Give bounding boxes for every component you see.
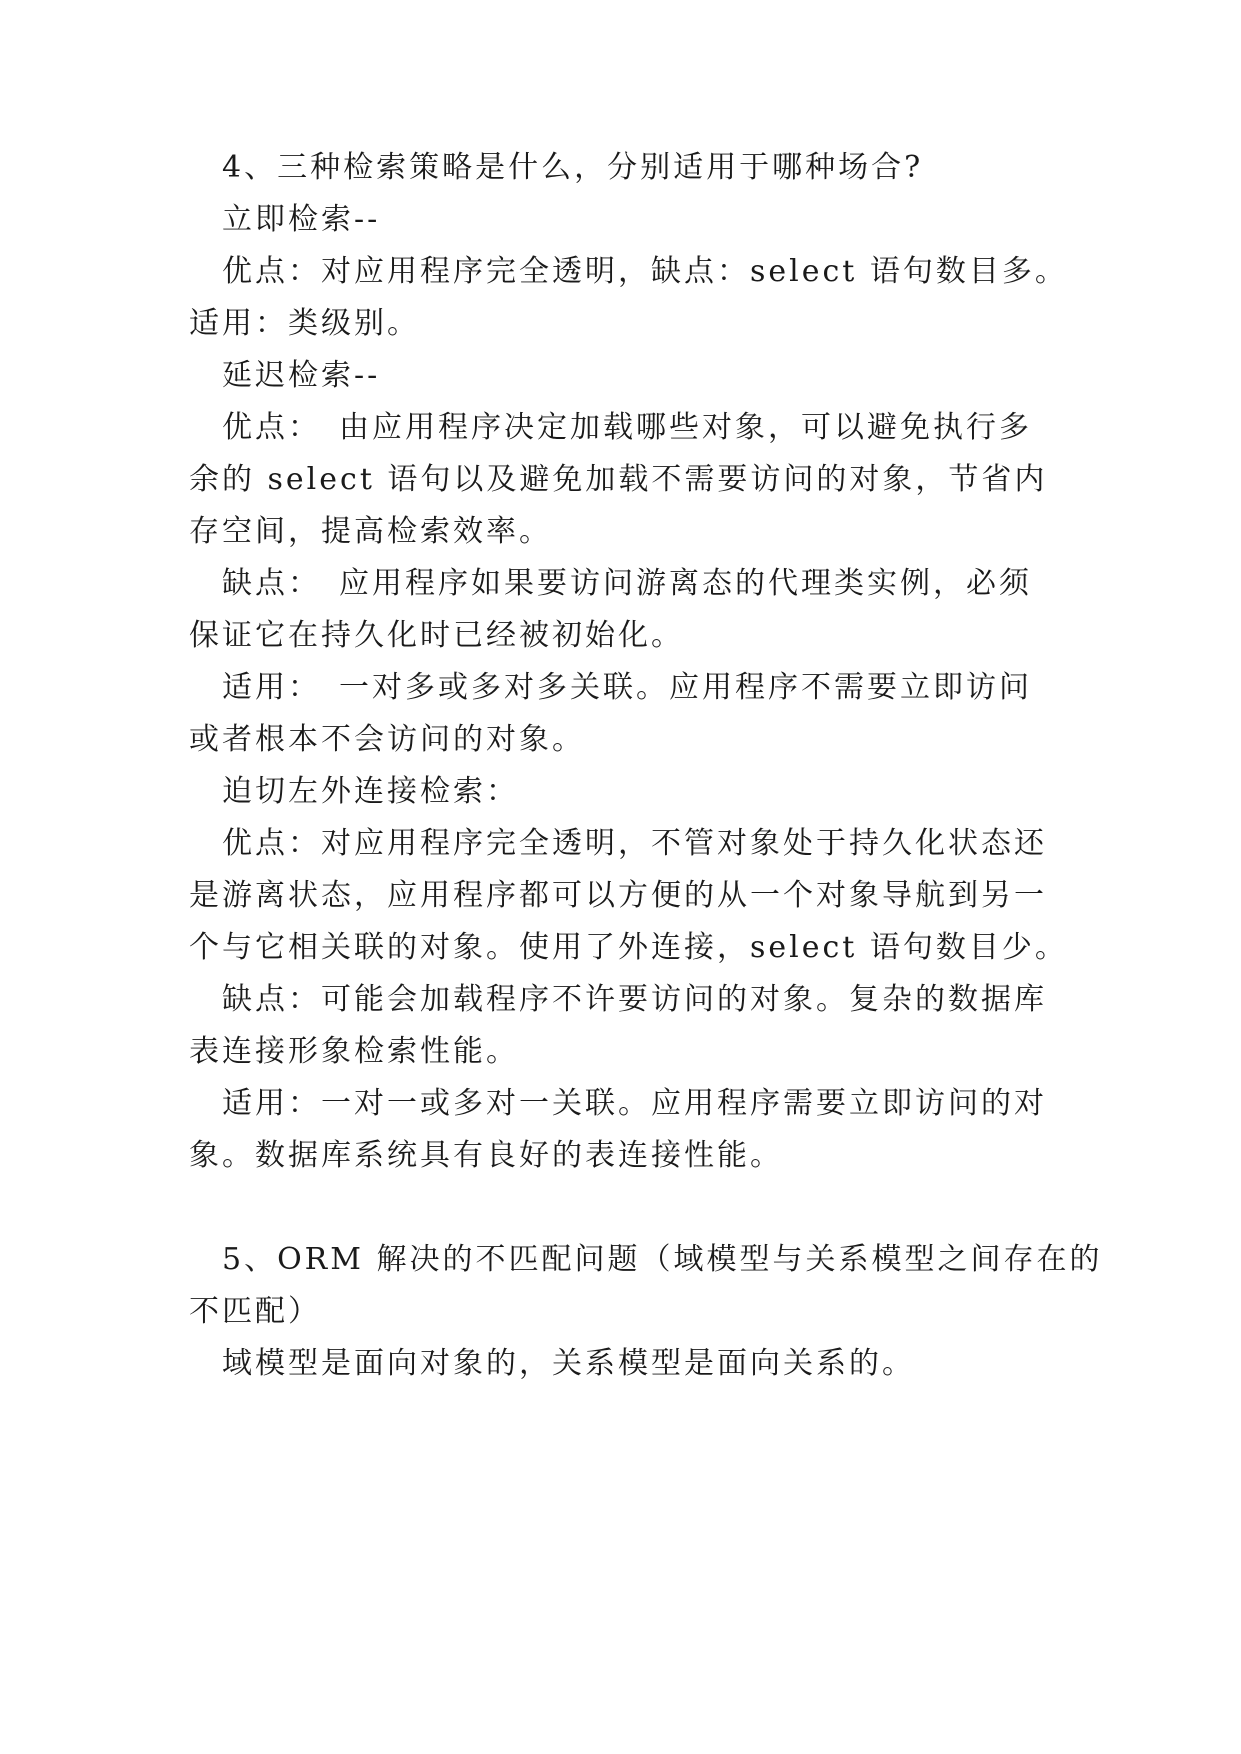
lazy-cons-line-2: 保证它在持久化时已经被初始化。 bbox=[189, 618, 684, 653]
eager-applicable-line-2: 象。数据库系统具有良好的表连接性能。 bbox=[189, 1138, 783, 1173]
lazy-pros-line-2: 余的 select 语句以及避免加载不需要访问的对象，节省内 bbox=[189, 462, 1048, 497]
immediate-pros-cons: 优点：对应用程序完全透明，缺点：select 语句数目多。 bbox=[222, 254, 1068, 289]
lazy-applicable-line-1: 适用： 一对多或多对多关联。应用程序不需要立即访问 bbox=[222, 670, 1032, 705]
eager-pros-line-1: 优点：对应用程序完全透明，不管对象处于持久化状态还 bbox=[222, 826, 1047, 861]
lazy-applicable-line-2: 或者根本不会访问的对象。 bbox=[189, 722, 585, 757]
question-5-answer: 域模型是面向对象的，关系模型是面向关系的。 bbox=[222, 1346, 915, 1381]
eager-pros-line-3: 个与它相关联的对象。使用了外连接，select 语句数目少。 bbox=[189, 930, 1068, 965]
eager-cons-line-1: 缺点：可能会加载程序不许要访问的对象。复杂的数据库 bbox=[222, 982, 1047, 1017]
lazy-cons-line-1: 缺点： 应用程序如果要访问游离态的代理类实例，必须 bbox=[222, 566, 1032, 601]
eager-pros-line-2: 是游离状态，应用程序都可以方便的从一个对象导航到另一 bbox=[189, 878, 1047, 913]
eager-applicable-line-1: 适用：一对一或多对一关联。应用程序需要立即访问的对 bbox=[222, 1086, 1047, 1121]
lazy-retrieval-title: 延迟检索-- bbox=[222, 358, 381, 393]
lazy-pros-line-1: 优点： 由应用程序决定加载哪些对象，可以避免执行多 bbox=[222, 410, 1032, 445]
lazy-pros-line-3: 存空间，提高检索效率。 bbox=[189, 514, 552, 549]
question-4-heading: 4、三种检索策略是什么，分别适用于哪种场合? bbox=[222, 150, 924, 185]
eager-cons-line-2: 表连接形象检索性能。 bbox=[189, 1034, 519, 1069]
immediate-applicable: 适用：类级别。 bbox=[189, 306, 420, 341]
question-5-heading-line-2: 不匹配） bbox=[189, 1294, 321, 1329]
eager-retrieval-title: 迫切左外连接检索： bbox=[222, 774, 519, 809]
immediate-retrieval-title: 立即检索-- bbox=[222, 202, 381, 237]
question-5-heading-line-1: 5、ORM 解决的不匹配问题（域模型与关系模型之间存在的 bbox=[222, 1242, 1103, 1277]
